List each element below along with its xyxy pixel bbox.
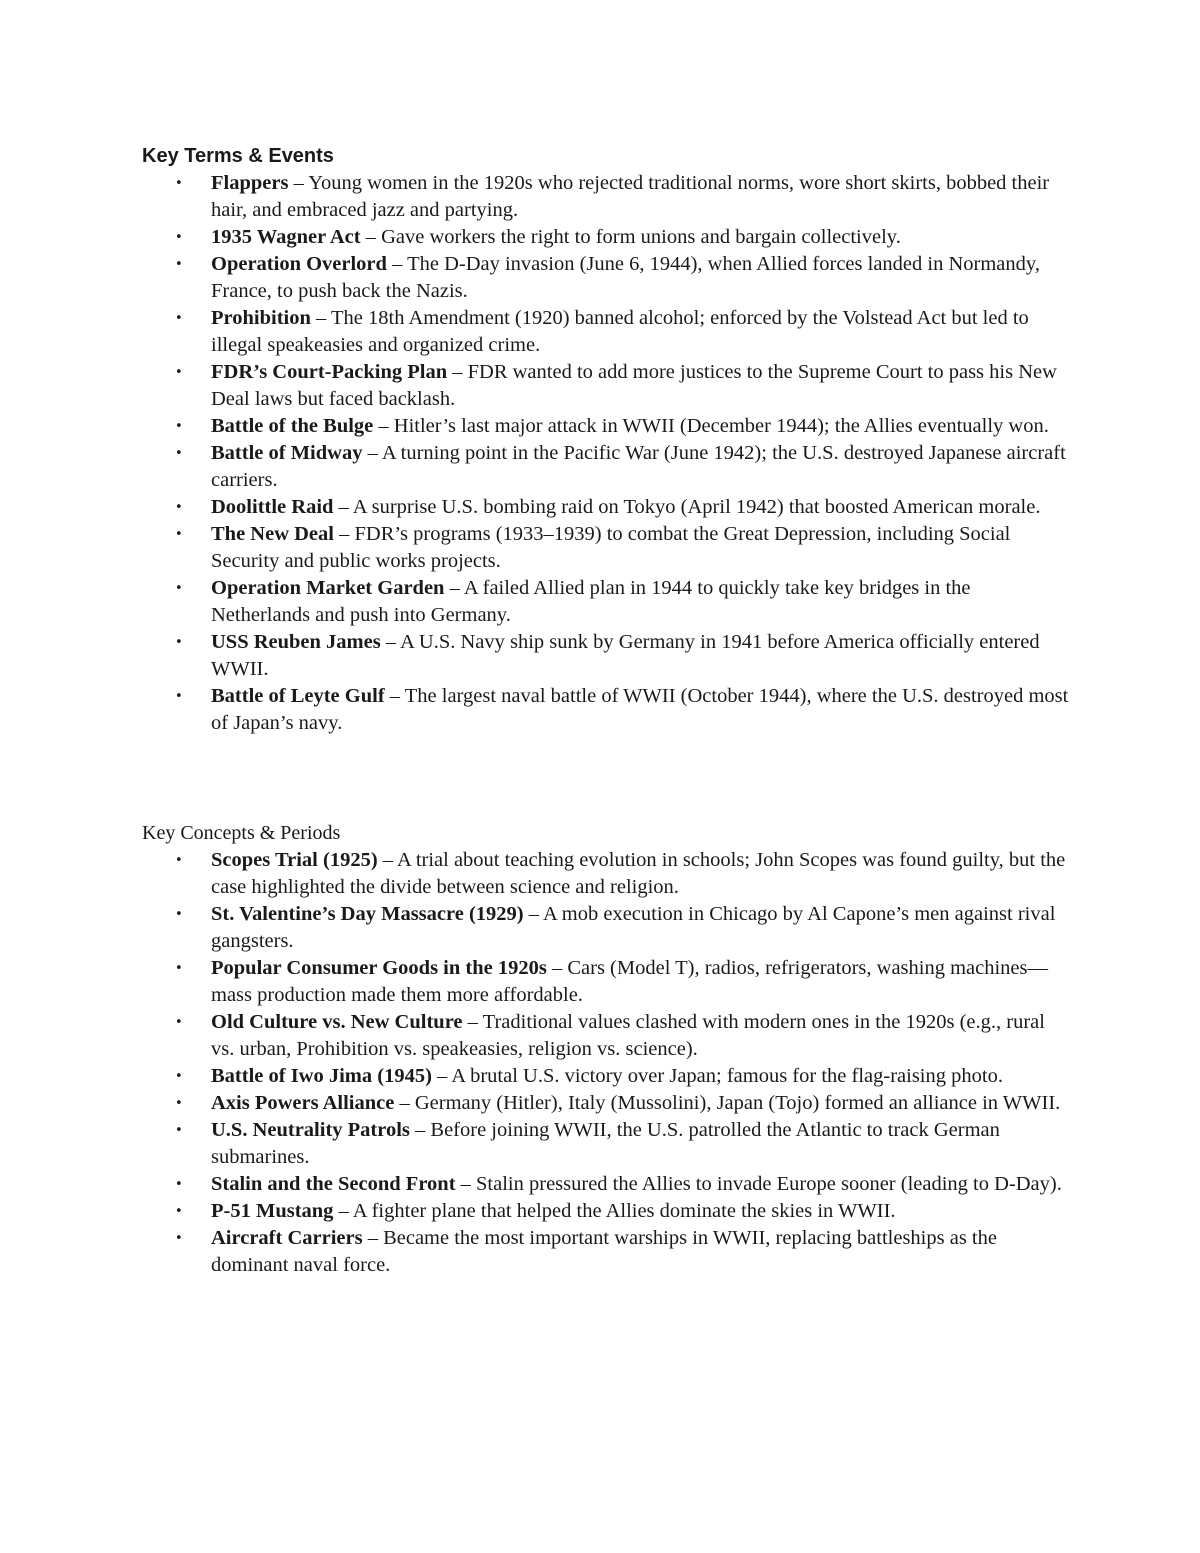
bullet-icon: • — [175, 581, 183, 596]
list-item — [142, 521, 1072, 575]
term-label: Prohibition — [211, 307, 311, 329]
term-description: – A turning point in the Pacific War (June 1942); the U.S. destroyed Japanese aircraft carriers. — [211, 442, 1066, 491]
bullet-list — [142, 170, 1072, 737]
term-label: Scopes Trial (1925) — [211, 849, 378, 871]
term-label: Operation Market Garden — [211, 577, 445, 599]
term-description: – The D-Day invasion (June 6, 1944), when Allied forces landed in Normandy, France, to push back the Nazis. — [211, 253, 1040, 302]
list-item — [142, 1171, 1072, 1198]
bullet-icon: • — [175, 1015, 183, 1030]
term-description: – A brutal U.S. victory over Japan; famous for the flag-raising photo. — [431, 1065, 1003, 1087]
list-item — [142, 170, 1072, 224]
list-item — [142, 494, 1072, 521]
term-description: – Gave workers the right to form unions and bargain collectively. — [360, 226, 901, 248]
term-description: – Germany (Hitler), Italy (Mussolini), Japan (Tojo) formed an alliance in WWII. — [394, 1092, 1061, 1114]
term-description: – FDR’s programs (1933–1939) to combat the Great Depression, including Social Security and public works projects. — [211, 523, 1011, 572]
list-item — [142, 901, 1072, 955]
list-item — [142, 440, 1072, 494]
term-label: The New Deal — [211, 523, 334, 545]
section-heading: Key Concepts & Periods — [142, 822, 341, 844]
list-item — [142, 683, 1072, 737]
term-description: – Hitler’s last major attack in WWII (December 1944); the Allies eventually won. — [373, 415, 1049, 437]
bullet-icon: • — [175, 1069, 183, 1084]
list-item — [142, 1117, 1072, 1171]
term-label: Old Culture vs. New Culture — [211, 1011, 463, 1033]
term-label: St. Valentine’s Day Massacre (1929) — [211, 903, 524, 925]
key-concepts-section — [142, 820, 1072, 1279]
list-item — [142, 1009, 1072, 1063]
list-item — [142, 1090, 1072, 1117]
bullet-icon: • — [175, 853, 183, 868]
bullet-icon: • — [175, 365, 183, 380]
term-description: – The largest naval battle of WWII (October 1944), where the U.S. destroyed most of Japan’s navy. — [211, 685, 1069, 734]
bullet-icon: • — [175, 1204, 183, 1219]
list-item — [142, 629, 1072, 683]
bullet-icon: • — [175, 1123, 183, 1138]
list-item — [142, 1225, 1072, 1279]
list-item — [142, 305, 1072, 359]
bullet-icon: • — [175, 176, 183, 191]
bullet-icon: • — [175, 230, 183, 245]
bullet-icon: • — [175, 1231, 183, 1246]
term-description: – A failed Allied plan in 1944 to quickly take key bridges in the Netherlands and push into Germany. — [211, 577, 971, 626]
term-description: – A surprise U.S. bombing raid on Tokyo (April 1942) that boosted American morale. — [333, 496, 1041, 518]
bullet-icon: • — [175, 1177, 183, 1192]
term-description: – The 18th Amendment (1920) banned alcohol; enforced by the Volstead Act but led to illegal speakeasies and organized crime. — [211, 307, 1029, 356]
bullet-icon: • — [175, 527, 183, 542]
bullet-icon: • — [175, 500, 183, 515]
term-description: – A trial about teaching evolution in schools; John Scopes was found guilty, but the case highlighted the divide between science and religion. — [211, 849, 1066, 898]
term-label: FDR’s Court-Packing Plan — [211, 361, 448, 383]
term-label: Doolittle Raid — [211, 496, 334, 518]
term-label: Battle of Leyte Gulf — [211, 685, 385, 707]
bullet-icon: • — [175, 257, 183, 272]
list-item — [142, 1198, 1072, 1225]
term-description: – Stalin pressured the Allies to invade Europe sooner (leading to D-Day). — [455, 1173, 1062, 1195]
term-description: – Before joining WWII, the U.S. patrolled the Atlantic to track German submarines. — [211, 1119, 1000, 1168]
list-item — [142, 251, 1072, 305]
term-label: Battle of Iwo Jima (1945) — [211, 1065, 432, 1087]
term-description: – Became the most important warships in WWII, replacing battleships as the dominant naval force. — [211, 1227, 997, 1276]
term-label: Popular Consumer Goods in the 1920s — [211, 957, 547, 979]
term-label: P-51 Mustang — [211, 1200, 334, 1222]
list-item — [142, 224, 1072, 251]
term-label: Operation Overlord — [211, 253, 387, 275]
term-label: U.S. Neutrality Patrols — [211, 1119, 410, 1141]
term-description: – FDR wanted to add more justices to the Supreme Court to pass his New Deal laws but faced backlash. — [211, 361, 1057, 410]
bullet-list — [142, 847, 1072, 1279]
bullet-icon: • — [175, 635, 183, 650]
section-heading: Key Terms & Events — [142, 145, 334, 167]
term-label: 1935 Wagner Act — [211, 226, 361, 248]
list-item — [142, 413, 1072, 440]
term-label: USS Reuben James — [211, 631, 381, 653]
term-description: – A U.S. Navy ship sunk by Germany in 1941 before America officially entered WWII. — [211, 631, 1040, 680]
term-label: Stalin and the Second Front — [211, 1173, 456, 1195]
bullet-icon: • — [175, 311, 183, 326]
bullet-icon: • — [175, 907, 183, 922]
term-label: Axis Powers Alliance — [211, 1092, 395, 1114]
key-terms-section — [142, 143, 1072, 737]
bullet-icon: • — [175, 1096, 183, 1111]
bullet-icon: • — [175, 419, 183, 434]
term-description: – A fighter plane that helped the Allies dominate the skies in WWII. — [333, 1200, 896, 1222]
term-label: Battle of the Bulge — [211, 415, 374, 437]
list-item — [142, 575, 1072, 629]
term-description: – Young women in the 1920s who rejected traditional norms, wore short skirts, bobbed their hair, and embraced jazz and partying. — [211, 172, 1050, 221]
bullet-icon: • — [175, 446, 183, 461]
term-description: – Cars (Model T), radios, refrigerators, washing machines—mass production made them more affordable. — [211, 957, 1049, 1006]
list-item — [142, 955, 1072, 1009]
term-label: Battle of Midway — [211, 442, 363, 464]
list-item — [142, 1063, 1072, 1090]
bullet-icon: • — [175, 689, 183, 704]
list-item — [142, 359, 1072, 413]
term-label: Flappers — [211, 172, 289, 194]
list-item — [142, 847, 1072, 901]
term-description: – A mob execution in Chicago by Al Capone’s men against rival gangsters. — [211, 903, 1056, 952]
term-description: – Traditional values clashed with modern ones in the 1920s (e.g., rural vs. urban, Prohibition vs. speakeasies, religion vs. science). — [211, 1011, 1045, 1060]
term-label: Aircraft Carriers — [211, 1227, 363, 1249]
bullet-icon: • — [175, 961, 183, 976]
